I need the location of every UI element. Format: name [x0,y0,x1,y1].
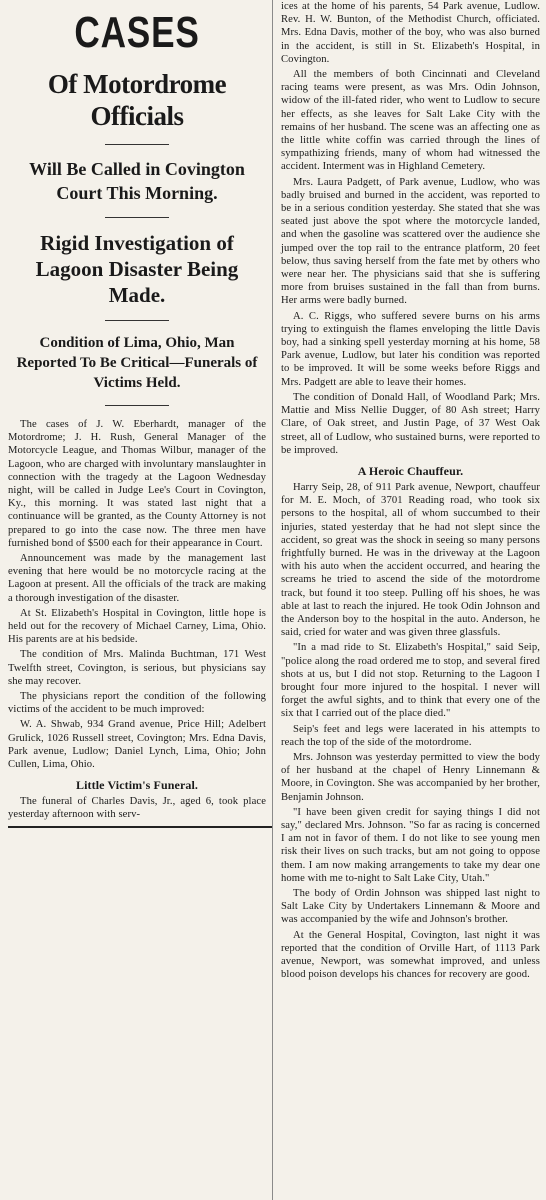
right-column [272,0,546,1200]
divider [105,320,169,321]
paragraph: The body of Ordin Johnson was shipped last night to Salt Lake City by Undertakers Linnemann & Moore and was accompanied by the wife and Johnson's brother. [281,888,540,926]
article-body-left [8,418,266,822]
divider [105,217,169,218]
paragraph: "In a mad ride to St. Elizabeth's Hospital," said Seip, "police along the road ordered me to stop, and several fired shots at us, but I did not stop. Returning to the Lagoon I brought four more injured to the hospital. I never will forget the awful sights, and to think that every one of the six that I carried out of the place died." [281,642,540,720]
paragraph: At St. Elizabeth's Hospital in Covington, little hope is held out for the recovery of Michael Carney, Lima, Ohio. His parents are at his bedside. [8,607,266,646]
paragraph: W. A. Shwab, 934 Grand avenue, Price Hill; Adelbert Grulick, 1026 Russell street, Covington; Mrs. Edna Davis, Park avenue, Ludlow; Daniel Lynch, Lima, Ohio; John Cullen, Lima, Ohio. [8,719,266,771]
paragraph: The condition of Mrs. Malinda Buchtman, 171 West Twelfth street, Covington, is serious, but physicians say she may recover. [8,649,266,687]
paragraph: Harry Seip, 28, of 911 Park avenue, Newport, chauffeur for M. E. Moch, of 3701 Reading road, who took six persons to the hospital, all of whom succumbed to their injuries, stated yesterday that he had not slept since the accident, so great was the shock in seeing so many persons frightfully burned. He was in the driveway at the Lagoon with his auto when the accident occurred, and hearing the screams he tried to ascend the side of the motordrome track, but found it too steep. Pulling off his shoes, he was able at last to reach the injured. He took Odin Johnson and the Anderson boy to the hospital in the auto. Anderson, he said, cried for water and was given three glassfuls. [281,481,540,639]
article-body-right [281,0,540,981]
paragraph: At the General Hospital, Covington, last night it was reported that the condition of Orville Hart, of 1113 Park avenue, Newport, was somewhat improved, and unless blood poison develops his chances for recovery are good. [281,929,540,981]
paragraph: "I have been given credit for saying things I did not say," declared Mrs. Johnson. "So far as racing is concerned I am not in favor of them. I do not like to see young men risk their lives on such tracks, but am not going to oppose them. I am now making arrangements to take my dear one home with me to-night to Salt Lake City, Utah." [281,806,540,884]
paragraph: All the members of both Cincinnati and Cleveland racing teams were present, as was Mrs. Odin Johnson, widow of the ill-fated rider, who went to Ludlow to secure her effects, as she leaves for Salt Lake City with the remains of her husband. The scene was an affecting one as the little white coffin was carried through the lines of sympathizing friends, many of whom had witnessed the accident. Interment was in Highland Cemetery. [281,69,540,173]
bottom-rule [8,826,272,828]
paragraph: Mrs. Laura Padgett, of Park avenue, Ludlow, who was badly bruised and burned in the accident, was reported to be in a serious condition yesterday. She stated that she was seated just above the spot where the motorcycle landed, and when the gasoline was scattered over the audience she jumped over the top rail to the entrance platform, 20 feet below, thus saving herself from the fate met by others who were near her. The physicians said that she is suffering more from bruises sustained in the fall than from burns. Her arms were badly burned. [281,176,540,307]
paragraph: ices at the home of his parents, 54 Park avenue, Ludlow. Rev. H. W. Bunton, of the Methodist Church, officiated. Mrs. Edna Davis, mother of the boy, who was also burned in the accident, is still in St. Elizabeth's Hospital, in Covington. [281,1,540,65]
paragraph: The condition of Donald Hall, of Woodland Park; Mrs. Mattie and Miss Nellie Dugger, of 80 Ash street; Harry Clare, of Oak street, and Justin Page, of 37 West Oak street, all of Ludlow, who sustained burns, were reported to be improved. [281,391,540,456]
paragraph: The funeral of Charles Davis, Jr., aged 6, took place yesterday afternoon with serv- [8,796,266,821]
paragraph: The physicians report the condition of the following victims of the accident to be much improved: [8,691,266,716]
deck-2: Rigid Investigation of Lagoon Disaster Being Made. [35,231,239,307]
headline-sub: Of Motordrome Officials [47,69,227,131]
headline-main: CASES [74,8,200,57]
left-column [0,0,272,1200]
deck-1: Will Be Called in Covington Court This Morning. [29,159,245,203]
subhead-funeral: Little Victim's Funeral. [75,778,199,793]
deck-3: Condition of Lima, Ohio, Man Reported To Be Critical—Funerals of Victims Held. [16,335,258,391]
paragraph: A. C. Riggs, who suffered severe burns on his arms trying to extinguish the flames enveloping the little Davis boy, had a sinking spell yesterday morning at his home, 58 Park avenue, Ludlow, but later his condition was reported to be improved. It will be some weeks before Riggs and Mrs. Padgett are able to leave their homes. [281,310,540,388]
paragraph: Announcement was made by the management last evening that here would be no motorcycle racing at the Lagoon at present. All the officials of the track are making a thorough investigation of the disaster. [8,553,266,604]
paragraph: Mrs. Johnson was yesterday permitted to view the body of her husband at the chapel of Henry Linnemann & Moore, in Covington. She was accompanied by her brother, Benjamin Johnson. [281,751,540,803]
divider [105,405,169,406]
paragraph: The cases of J. W. Eberhardt, manager of the Motordrome; J. H. Rush, General Manager of the Motorcycle League, and Thomas Wilbur, manager of the Lagoon, who are charged with involuntary manslaughter in connection with the tragedy at the Lagoon Wednesday night, will be called in Judge Lee's Court in Covington, Ky., this morning. It was stated last night that a continuance will be granted, as the County Attorney is not prepared to go into the case now. The three men have furnished bond of $500 each for their appearance in Court. [8,419,266,549]
paragraph: Seip's feet and legs were lacerated in his attempts to reach the top of the side of the motordrome. [281,723,540,748]
divider [105,144,169,145]
subhead-chauffeur: A Heroic Chauffeur. [357,463,464,478]
